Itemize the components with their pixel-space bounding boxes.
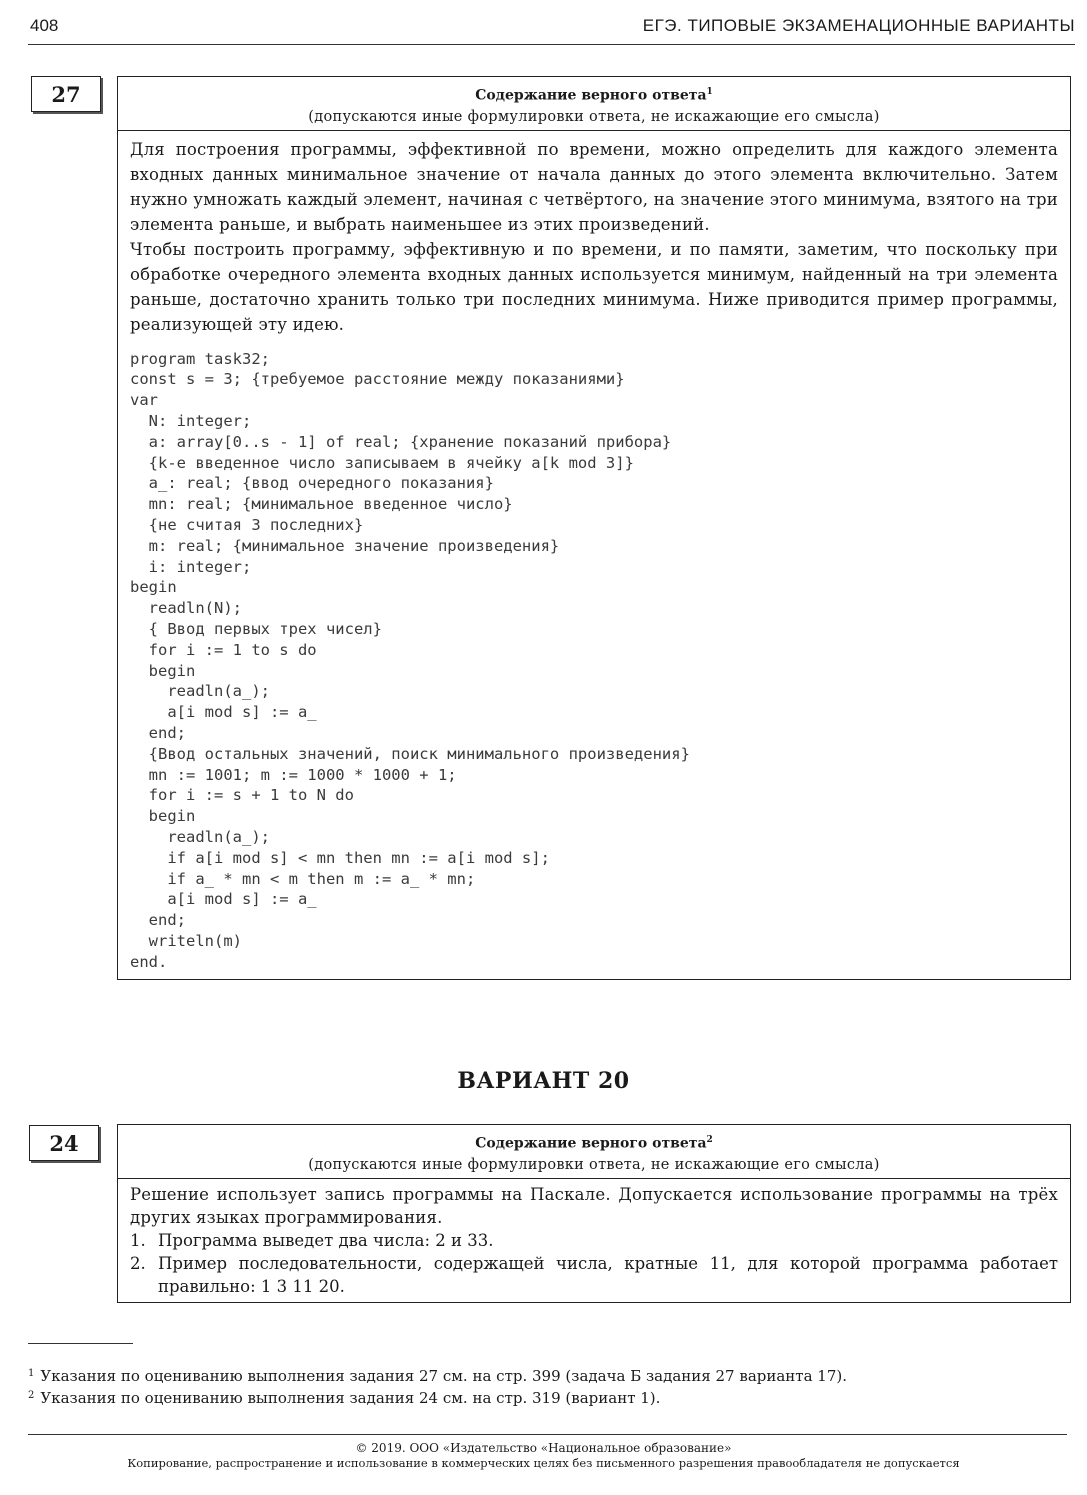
footnote-ref: 2 <box>706 1135 713 1145</box>
footnote: $^2$ Указания по оцениванию выполнения задания 24 см. на стр. 319 (вариант 1). <box>28 1389 661 1407</box>
answer-table-task24 <box>117 1124 1071 1303</box>
copyright-line: © 2019. ООО «Издательство «Национальное образование» <box>355 1441 732 1455</box>
task-number: 24 <box>49 1130 79 1156</box>
answer-table-header <box>118 1125 1070 1179</box>
answer-subtitle: (допускаются иные формулировки ответа, не искажающие его смысла) <box>308 108 880 125</box>
answer-body <box>118 1179 1070 1302</box>
task-number-box <box>31 76 101 112</box>
answer-table-header <box>118 77 1070 131</box>
answer-title: Содержание верного ответа$^2$ <box>475 1135 713 1152</box>
answer-title: Содержание верного ответа$^1$ <box>475 87 713 104</box>
answer-table-task27 <box>117 76 1071 980</box>
copyright-notice: Копирование, распространение и использование в коммерческих целях без письменного разрешения правообладателя не допускается <box>127 1456 960 1470</box>
answer-body <box>118 131 1070 979</box>
pascal-code-listing: program task32; const s = 3; {требуемое расстояние между показаниями} var N: integer; a: array[0..s - 1] of real; {хранение показаний прибора} {k-е введенное число записываем в ячейку a[k mod 3]} a_: real; {ввод очередного показания} mn: real; {минимальное введенное число} {не считая 3 последних} m: real; {минимальное значение произведения} i: integer; begin readln(N); { Ввод первых трех чисел} for i := 1 to s do begin readln(a_); a[i mod s] := a_ end; {Ввод остальных значений, поиск минимального произведения} mn := 1001; m := 1000 * 1000 + 1; for i := s + 1 to N do begin readln(a_); if a[i mod s] < mn then mn := a[i mod s]; if a_ * mn < m then m := a_ * mn; a[i mod s] := a_ end; writeln(m) end. <box>130 349 690 971</box>
footnote-divider <box>28 1343 133 1344</box>
answer-list <box>130 1229 1058 1298</box>
list-item: 2. Пример последовательности, содержащей числа, кратные 11, для которой программа работает правильно: 1 3 11 20. <box>130 1253 1058 1296</box>
task-number-box <box>29 1125 99 1161</box>
footer-divider <box>28 1434 1067 1435</box>
task-number: 27 <box>51 81 81 107</box>
list-item: 1. Программа выведет два числа: 2 и 33. <box>130 1230 494 1250</box>
running-title: ЕГЭ. ТИПОВЫЕ ЭКЗАМЕНАЦИОННЫЕ ВАРИАНТЫ <box>642 16 1075 35</box>
variant-title: ВАРИАНТ 20 <box>457 1068 630 1094</box>
header-divider <box>28 44 1075 45</box>
footnote-ref: 1 <box>706 87 713 97</box>
solution-paragraph: Решение использует запись программы на Паскале. Допускается использование программы на трёх других языках программирования. <box>130 1184 1058 1227</box>
solution-paragraph: Чтобы построить программу, эффективную и по времени, и по памяти, заметим, что поскольку при обработке очередного элемента входных данных используется минимум, найденный на три элемента раньше, достаточно хранить только три последних минимума. Ниже приводится пример программы, реализующей эту идею. <box>130 239 1058 334</box>
answer-subtitle: (допускаются иные формулировки ответа, не искажающие его смысла) <box>308 1156 880 1173</box>
footnote: $^1$ Указания по оцениванию выполнения задания 27 см. на стр. 399 (задача Б задания 27 варианта 17). <box>28 1367 848 1385</box>
page-number: 408 <box>30 16 59 35</box>
solution-paragraph: Для построения программы, эффективной по времени, можно определить для каждого элемента входных данных минимальное значение от начала данных до этого элемента включительно. Затем нужно умножать каждый элемент, начиная с четвёртого, на значение этого минимума, взятого на три элемента раньше, и выбрать наименьшее из этих произведений. <box>130 139 1058 234</box>
